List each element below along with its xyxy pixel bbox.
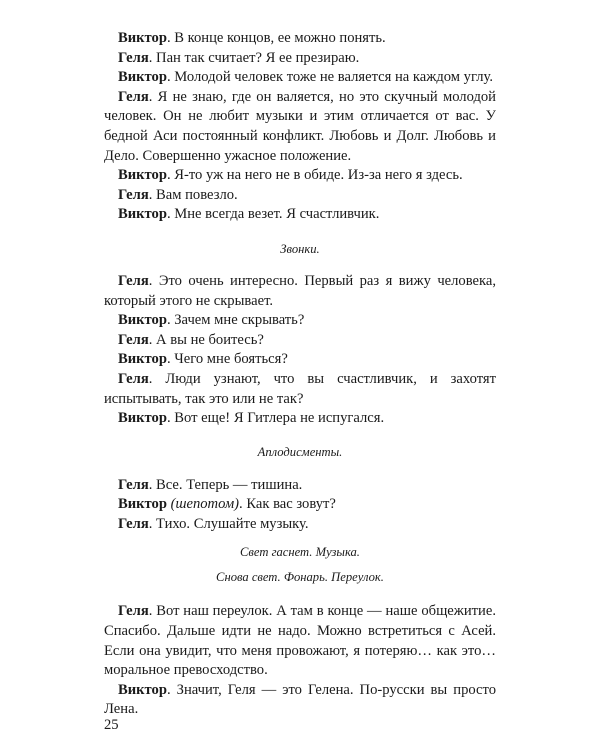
dialogue-line xyxy=(104,370,496,409)
dialogue-line xyxy=(104,311,496,331)
page-number: 25 xyxy=(104,717,119,733)
speaker-name: Виктор xyxy=(118,351,167,368)
speaker-name: Геля xyxy=(118,272,149,289)
speaker-name: Виктор xyxy=(118,496,167,513)
stage-direction: Аплодисменты. xyxy=(257,444,343,459)
speaker-name: Виктор xyxy=(118,167,167,184)
speaker-name: Геля xyxy=(118,49,149,66)
line-text: . Вот еще! Я Гитлера не испугался. xyxy=(166,410,385,427)
dialogue-line xyxy=(104,602,496,680)
speaker-name: Геля xyxy=(118,186,149,203)
stage-direction: Свет гаснет. Музыка. xyxy=(240,545,360,560)
speaker-name: Геля xyxy=(118,370,149,387)
dialogue-line xyxy=(104,350,496,370)
dialogue-line xyxy=(104,68,496,88)
parenthetical: (шепотом) xyxy=(170,496,240,513)
speaker-name: Геля xyxy=(118,515,149,532)
dialogue-line xyxy=(104,476,496,496)
line-text: . Пан так считает? Я ее презираю. xyxy=(148,49,360,66)
line-text: . Чего мне бояться? xyxy=(166,351,288,368)
dialogue-line xyxy=(104,166,496,186)
dialogue-line xyxy=(104,29,496,49)
line-text: . Значит, Геля — это Гелена. По-русски вы просто Лена. xyxy=(104,681,496,718)
line-text: . Вот наш переулок. А там в конце — наше общежитие. Спасибо. Дальше идти не надо. Можно встретиться с Асей. Если она увидит, что меня провожают, я потеряю… как это… моральное превосходство. xyxy=(104,603,496,679)
speaker-name: Виктор xyxy=(118,69,167,86)
dialogue-line xyxy=(104,272,496,311)
speaker-name: Виктор xyxy=(118,681,167,698)
dialogue-line xyxy=(104,331,496,351)
line-text: . Люди узнают, что вы счастливчик, и захотят испытывать, так это или не так? xyxy=(104,370,496,407)
line-text: . Как вас зовут? xyxy=(239,496,336,513)
line-text: . А вы не боитесь? xyxy=(148,331,264,348)
speaker-name: Виктор xyxy=(118,206,167,223)
dialogue-line xyxy=(104,681,496,720)
speaker-name: Геля xyxy=(118,603,149,620)
speaker-name: Геля xyxy=(118,88,149,105)
line-text: . Я не знаю, где он валяется, но это скучный молодой человек. Он не любит музыки и этим отличается от вас. У бедной Аси постоянный конфликт. Любовь и Долг. Любовь и Дело. Совершенно ужасное положение. xyxy=(104,88,496,164)
line-text: . Это очень интересно. Первый раз я вижу человека, который этого не скрывает. xyxy=(104,272,496,309)
speaker-name: Виктор xyxy=(118,410,167,427)
speaker-name: Виктор xyxy=(118,312,167,329)
line-text: . Я-то уж на него не в обиде. Из-за него я здесь. xyxy=(166,167,463,184)
line-text: . Тихо. Слушайте музыку. xyxy=(148,515,309,532)
dialogue-line xyxy=(104,88,496,166)
dialogue-line xyxy=(104,409,496,429)
line-text: . Вам повезло. xyxy=(148,186,238,203)
line-text: . Молодой человек тоже не валяется на каждом углу. xyxy=(166,69,493,86)
dialogue-line xyxy=(104,515,496,535)
speaker-name: Геля xyxy=(118,476,149,493)
line-text: . Зачем мне скрывать? xyxy=(166,312,305,329)
line-text: . Все. Теперь — тишина. xyxy=(148,476,303,493)
dialogue-line xyxy=(104,186,496,206)
speaker-name: Геля xyxy=(118,331,149,348)
dialogue-line xyxy=(104,205,496,225)
line-text: . В конце концов, ее можно понять. xyxy=(166,30,386,46)
dialogue-line xyxy=(104,49,496,69)
line-text: . Мне всегда везет. Я счастливчик. xyxy=(166,206,380,223)
speaker-name: Виктор xyxy=(118,30,167,46)
stage-direction: Звонки. xyxy=(280,241,320,256)
stage-direction: Снова свет. Фонарь. Переулок. xyxy=(216,570,384,585)
dialogue-line xyxy=(104,495,496,515)
